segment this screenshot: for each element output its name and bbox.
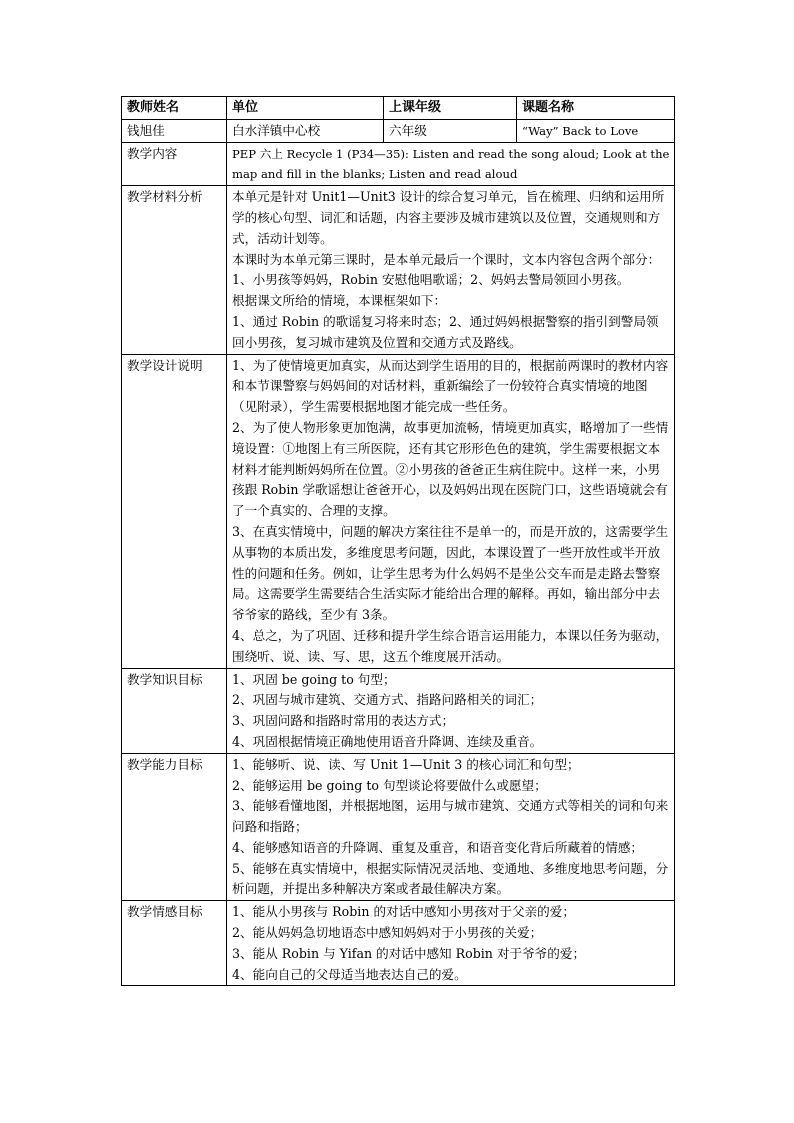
paragraph: 3、能从 Robin 与 Yifan 的对话中感知 Robin 对于爷爷的爱； [232, 945, 586, 961]
row-content [227, 668, 675, 753]
header-teacher-name: 教师姓名 [122, 97, 227, 120]
paragraph: 2、能从妈妈急切地语态中感知妈妈对于小男孩的关爱； [232, 925, 543, 941]
row-design-notes [122, 354, 675, 668]
paragraph: 本单元是针对 Unit1—Unit3 设计的综合复习单元，旨在梳理、归纳和运用所学的核心句型、词汇和话题，内容主要涉及城市建筑以及位置，交通规则和方式，活动计划等。 [232, 189, 665, 246]
teacher-name-value: 钱旭佳 [122, 119, 227, 142]
info-row [122, 119, 675, 142]
header-row [122, 97, 675, 120]
row-content [227, 142, 675, 186]
row-content [227, 901, 675, 986]
paragraph: 1、能从小男孩与 Robin 的对话中感知小男孩对于父亲的爱； [232, 904, 575, 920]
row-ability-goals [122, 753, 675, 901]
paragraph: 4、能够感知语音的升降调、重复及重音，和语音变化背后所藏着的情感； [232, 839, 644, 855]
paragraph: 根据课文所给的情境，本课框架如下： [232, 293, 447, 309]
row-content [227, 186, 675, 354]
grade-value: 六年级 [384, 119, 517, 142]
row-material-analysis [122, 186, 675, 354]
row-label: 教学知识目标 [122, 668, 227, 753]
paragraph: 3、巩固问路和指路时常用的表达方式； [232, 713, 455, 729]
paragraph: PEP 六上 Recycle 1 (P34—35): Listen and read the song aloud; Look at the map and fill in the blanks; Listen and read aloud [232, 146, 670, 182]
paragraph: 本课时为本单元第三课时，是本单元最后一个课时，文本内容包含两个部分：1、小男孩等妈妈，Robin 安慰他唱歌谣；2、妈妈去警局领回小男孩。 [232, 251, 661, 288]
paragraph: 1、巩固 be going to 句型； [232, 671, 396, 687]
row-content [227, 354, 675, 668]
row-teaching-content [122, 142, 675, 186]
row-label: 教学材料分析 [122, 186, 227, 354]
paragraph: 4、能向自己的父母适当地表达自己的爱。 [232, 966, 467, 982]
row-label: 教学情感目标 [122, 901, 227, 986]
paragraph: 1、通过 Robin 的歌谣复习将来时态；2、通过妈妈根据警察的指引到警局领回小男孩，复习城市建筑及位置和交通方式及路线。 [232, 313, 659, 350]
header-grade: 上课年级 [384, 97, 517, 120]
paragraph: 5、能够在真实情境中，根据实际情况灵活地、变通地、多维度地思考问题，分析问题，并提出多种解决方案或者最佳解决方案。 [232, 860, 669, 897]
paragraph: 2、能够运用 be going to 句型谈论将要做什么或愿望； [232, 777, 547, 793]
paragraph: 1、为了使情境更加真实，从而达到学生语用的目的，根据前两课时的教材内容和本节课警察与妈妈间的对话材料，重新编绘了一份较符合真实情境的地图（见附录），学生需要根据地图才能完成一些任务。 [232, 357, 669, 415]
paragraph: 3、能够看懂地图，并根据地图，运用与城市建筑、交通方式等相关的词和句来问路和指路； [232, 798, 669, 835]
row-emotional-goals [122, 901, 675, 986]
row-label: 教学设计说明 [122, 354, 227, 668]
row-knowledge-goals [122, 668, 675, 753]
unit-value: 白水洋镇中心校 [227, 119, 384, 142]
row-label: 教学内容 [122, 142, 227, 186]
paragraph: 2、为了使人物形象更加饱满，故事更加流畅，情境更加真实，略增加了一些情境设置：①地图上有三所医院，还有其它形形色色的建筑，学生需要根据文本材料才能判断妈妈所在位置。②小男孩的爸爸正生病住院中。这样一来，小男孩跟 Robin 学歌谣想让爸爸开心，以及妈妈出现在医院门口，这些语境就会有了一个真实的、合理的支撑。 [232, 419, 669, 519]
row-content [227, 753, 675, 901]
paragraph: 1、能够听、说、读、写 Unit 1—Unit 3 的核心词汇和句型； [232, 756, 580, 772]
lesson-title-value: “Way” Back to Love [517, 119, 675, 142]
paragraph: 4、巩固根据情境正确地使用语音升降调、连续及重音。 [232, 733, 543, 749]
lesson-plan-table [121, 96, 675, 986]
header-unit: 单位 [227, 97, 384, 120]
paragraph: 2、巩固与城市建筑、交通方式、指路问路相关的词汇； [232, 692, 543, 708]
paragraph: 3、在真实情境中，问题的解决方案往往不是单一的，而是开放的，这需要学生从事物的本质出发，多维度思考问题，因此，本课设置了一些开放性或半开放性的问题和任务。例如，让学生思考为什么妈妈不是坐公交车而是走路去警察局。这需要学生需要结合生活实际才能给出合理的解释。再如，输出部分中去爷爷家的路线，至少有 3条。 [232, 523, 669, 623]
paragraph: 4、总之，为了巩固、迁移和提升学生综合语言运用能力，本课以任务为驱动，围绕听、说、读、写、思，这五个维度展开活动。 [232, 627, 669, 664]
row-label: 教学能力目标 [122, 753, 227, 901]
header-lesson-title: 课题名称 [517, 97, 675, 120]
